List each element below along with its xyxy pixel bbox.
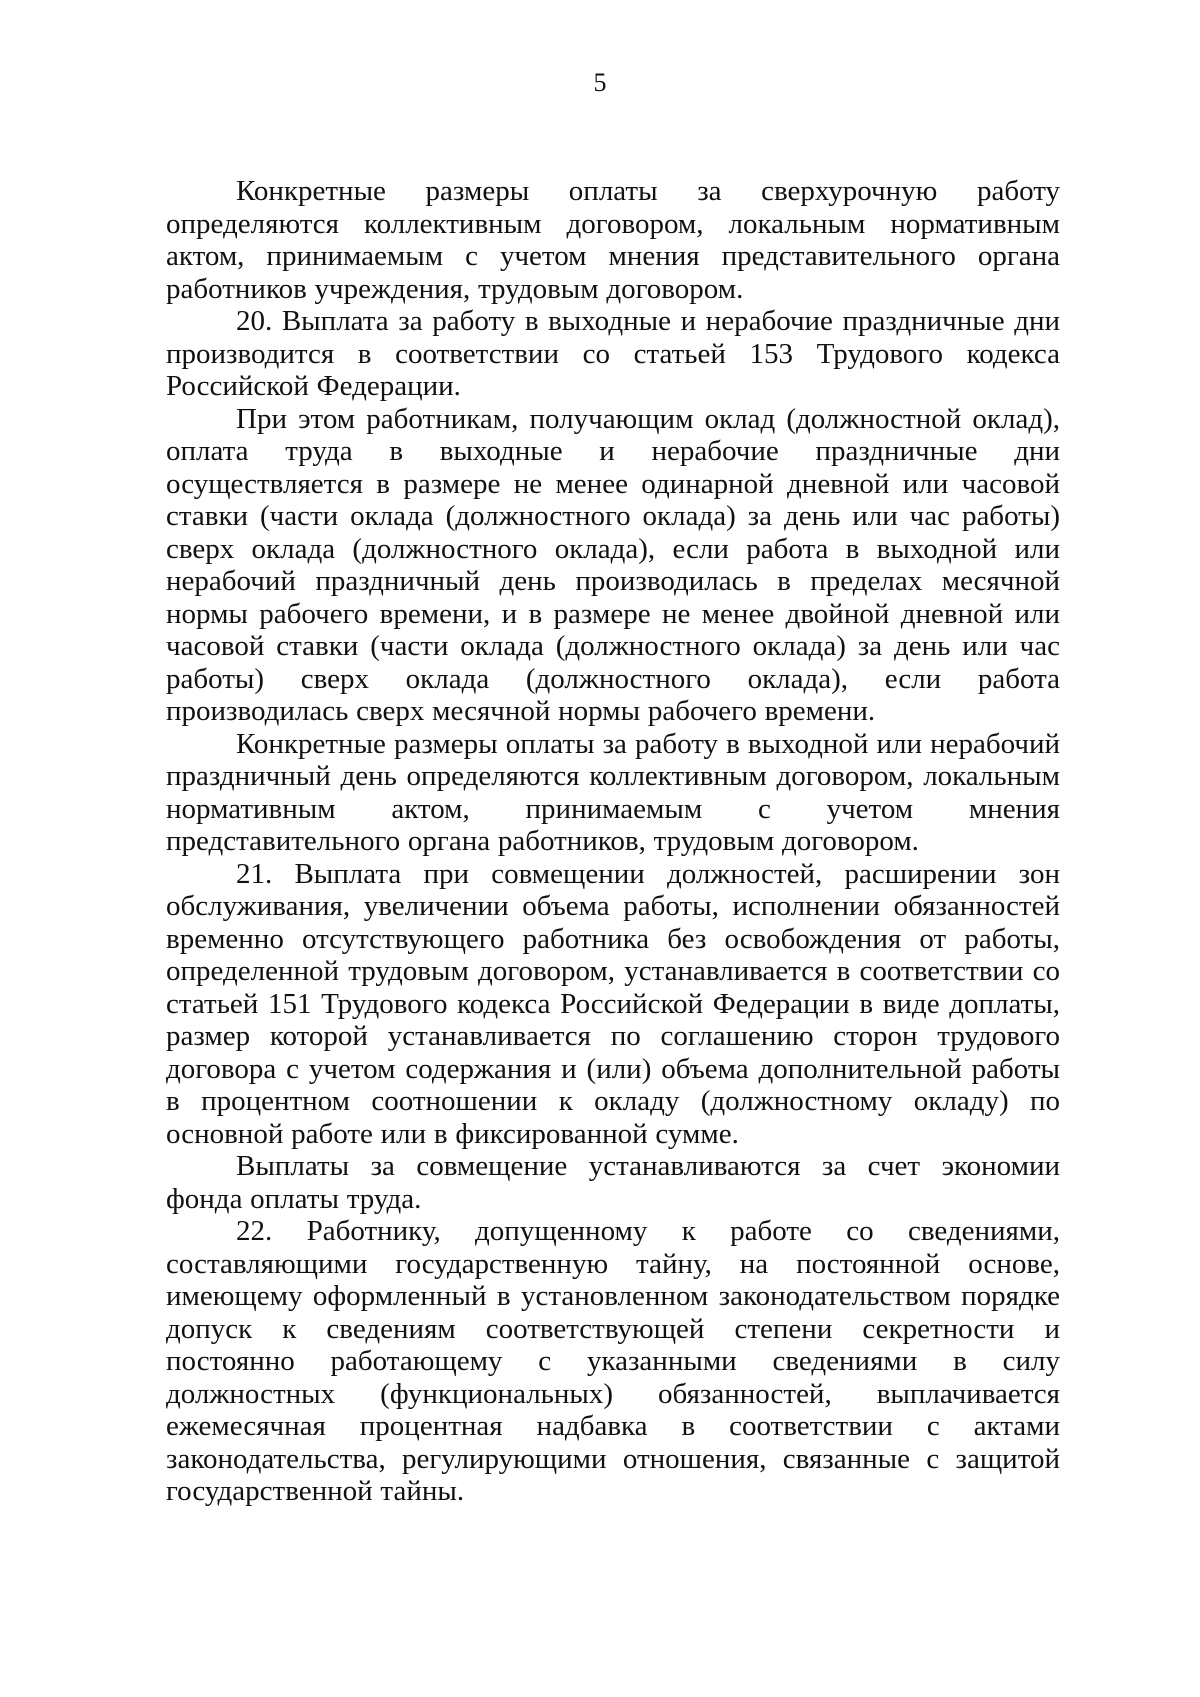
paragraph: Конкретные размеры оплаты за работу в выходной или нерабочий праздничный день определяются коллективным договором, локальным нормативным актом, принимаемым с учетом мнения представительного органа работников, трудовым договором. <box>166 727 1060 857</box>
paragraph-clause-22: 22. Работнику, допущенному к работе со сведениями, составляющими государственную тайну, на постоянной основе, имеющему оформленный в установленном законодательством порядке допуск к сведениям соответствующей степени секретности и постоянно работающему с указанными сведениями в силу должностных (функциональных) обязанностей, выплачивается ежемесячная процентная надбавка в соответствии с актами законодательства, регулирующими отношения, связанные с защитой государственной тайны. <box>166 1215 1060 1507</box>
page-number: 5 <box>593 68 607 97</box>
paragraph: Выплаты за совмещение устанавливаются за счет экономии фонда оплаты труда. <box>166 1150 1060 1215</box>
paragraph: При этом работникам, получающим оклад (должностной оклад), оплата труда в выходные и нерабочие праздничные дни осуществляется в размере не менее одинарной дневной или часовой ставки (части оклада (должностного оклада) за день или час работы) сверх оклада (должностного оклада), если работа в выходной или нерабочий праздничный день производилась в пределах месячной нормы рабочего времени, и в размере не менее двойной дневной или часовой ставки (части оклада (должностного оклада) за день или час работы) сверх оклада (должностного оклада), если работа производилась сверх месячной нормы рабочего времени. <box>166 402 1060 727</box>
paragraph-clause-21: 21. Выплата при совмещении должностей, расширении зон обслуживания, увеличении объема работы, исполнении обязанностей временно отсутствующего работника без освобождения от работы, определенной трудовым договором, устанавливается в соответствии со статьей 151 Трудового кодекса Российской Федерации в виде доплаты, размер которой устанавливается по соглашению сторон трудового договора с учетом содержания и (или) объема дополнительной работы в процентном соотношении к окладу (должностному окладу) по основной работе или в фиксированной сумме. <box>166 857 1060 1150</box>
document-body <box>166 175 1060 1508</box>
paragraph: Конкретные размеры оплаты за сверхурочную работу определяются коллективным договором, локальным нормативным актом, принимаемым с учетом мнения представительного органа работников учреждения, трудовым договором. <box>166 175 1060 305</box>
paragraph-clause-20: 20. Выплата за работу в выходные и нерабочие праздничные дни производится в соответствии со статьей 153 Трудового кодекса Российской Федерации. <box>166 305 1060 402</box>
